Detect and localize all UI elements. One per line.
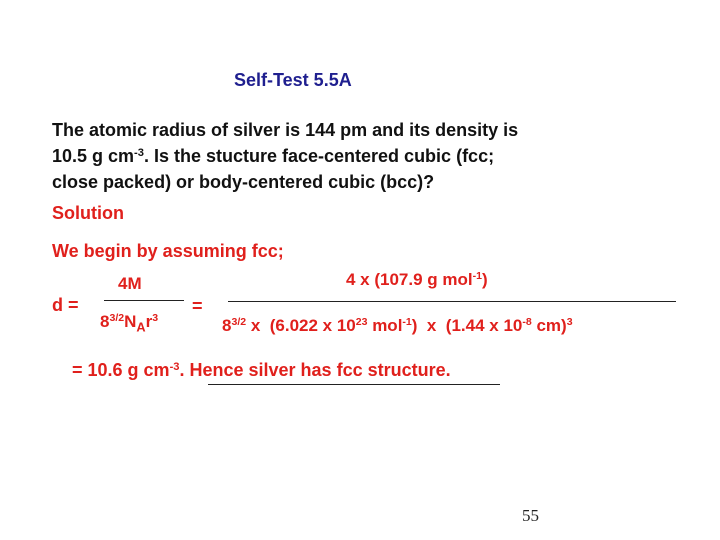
den2-sup3: -1: [402, 316, 412, 329]
result-a: = 10.6 g cm: [72, 360, 170, 380]
result-sup: -3: [169, 360, 180, 373]
solution-label: Solution: [52, 203, 124, 223]
num2-a: 4 x (107.9 g mol: [346, 270, 473, 289]
fraction-bar-2: [228, 301, 676, 302]
den2-sup2: 23: [355, 316, 368, 329]
question-line-2-b: . Is the stucture face-centered cubic (fcc;: [143, 146, 495, 166]
den2-sup: 3/2: [231, 316, 247, 329]
den2-sup5: 3: [566, 316, 573, 329]
den2-sup4: -8: [522, 316, 532, 329]
question-line-3: close packed) or body-centered cubic (bcc)?: [52, 172, 435, 192]
den1-sub: A: [136, 319, 146, 335]
den2-a: 8: [222, 316, 232, 335]
denominator-2: [222, 316, 573, 336]
numerator-2: [346, 270, 488, 290]
den1-sup2: 3: [152, 312, 159, 325]
page-number: 55: [522, 506, 539, 525]
den1-a: 8: [100, 312, 110, 331]
question-line-2-sup: -3: [134, 146, 144, 159]
numerator-1: 4M: [118, 274, 142, 293]
result-underline: [208, 384, 500, 385]
slide-title: Self-Test 5.5A: [234, 70, 352, 90]
den1-b: N: [124, 312, 137, 331]
den2-e: cm): [531, 316, 567, 335]
num2-b: ): [482, 270, 488, 289]
question-line-2: [52, 146, 494, 167]
den2-c: mol: [367, 316, 403, 335]
equals-sign: =: [192, 296, 203, 316]
fraction-bar-1: [104, 300, 184, 301]
den2-b: x (6.022 x 10: [246, 316, 356, 335]
question-line-2-a: 10.5 g cm: [52, 146, 135, 166]
result-text: [72, 360, 451, 381]
den1-sup: 3/2: [109, 312, 125, 325]
num2-sup: -1: [472, 270, 482, 283]
den1-c: r: [145, 312, 153, 331]
d-label: d =: [52, 295, 79, 315]
result-b: . Hence silver has fcc structure.: [179, 360, 451, 380]
den2-d: ) x (1.44 x 10: [411, 316, 523, 335]
question-line-1: The atomic radius of silver is 144 pm and its density is: [52, 120, 519, 140]
assumption-text: We begin by assuming fcc;: [52, 241, 284, 261]
denominator-1: [100, 312, 158, 334]
